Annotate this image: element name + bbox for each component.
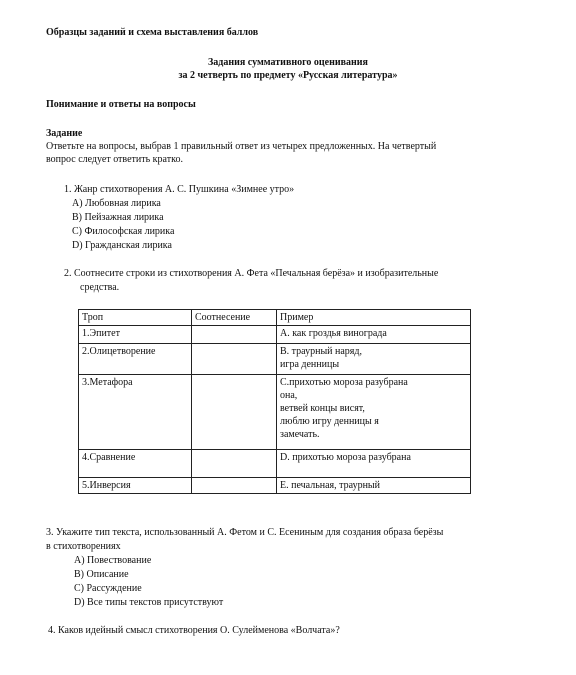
match-cell[interactable] [192,375,277,450]
match-cell[interactable] [192,326,277,344]
q3-option-a: A) Повествование [74,555,152,566]
question-1-text: 1. Жанр стихотворения А. С. Пушкина «Зимнее утро» [64,184,295,195]
example-cell: А. как гроздья винограда [277,326,471,344]
task-label: Задание [46,128,83,139]
q1-option-d: D) Гражданская лирика [72,240,172,251]
match-cell[interactable] [192,450,277,478]
trope-cell: 1.Эпитет [79,326,192,344]
q3-option-b: B) Описание [74,569,129,580]
example-cell: Е. печальная, траурный [277,478,471,494]
trope-cell: 4.Сравнение [79,450,192,478]
table-header-cell: Соотнесение [192,310,277,326]
table-header-cell: Пример [277,310,471,326]
question-4-text: 4. Каков идейный смысл стихотворения О. Сулейменова «Волчата»? [48,625,340,636]
instruction-line-1: Ответьте на вопросы, выбрав 1 правильный ответ из четырех предложенных. На четвертый [46,141,437,152]
table-row [79,450,471,478]
question-2-line-2: средства. [80,282,120,293]
example-cell: С.прихотью мороза разубрана она, ветвей концы висят, люблю игру денницы я замечать. [277,375,471,450]
assessment-title: Задания суммативного оценивания [208,57,368,68]
table-header-cell: Троп [79,310,192,326]
doc-title: Образцы заданий и схема выставления баллов [46,27,259,38]
table-header-row [79,310,471,326]
example-cell: D. прихотью мороза разубрана [277,450,471,478]
trope-cell: 5.Инверсия [79,478,192,494]
q1-option-a: A) Любовная лирика [72,198,161,209]
table-row [79,375,471,450]
q3-option-d: D) Все типы текстов присутствуют [74,597,224,608]
assessment-subject: за 2 четверть по предмету «Русская литература» [178,70,398,81]
match-cell[interactable] [192,478,277,494]
matching-table [78,309,471,494]
section-heading: Понимание и ответы на вопросы [46,99,196,110]
q1-option-b: B) Пейзажная лирика [72,212,164,223]
table-row [79,344,471,375]
instruction-line-2: вопрос следует ответить кратко. [46,154,183,165]
q1-option-c: C) Философская лирика [72,226,175,237]
match-cell[interactable] [192,344,277,375]
table-row [79,326,471,344]
q3-option-c: C) Рассуждение [74,583,142,594]
question-3-line-1: 3. Укажите тип текста, использованный А. Фетом и С. Есениным для создания образа берёзы [46,527,444,538]
trope-cell: 3.Метафора [79,375,192,450]
trope-cell: 2.Олицетворение [79,344,192,375]
question-2-line-1: 2. Соотнесите строки из стихотворения А. Фета «Печальная берёза» и изобразительные [64,268,439,279]
table-row [79,478,471,494]
example-cell: В. траурный наряд, игра денницы [277,344,471,375]
question-3-line-2: в стихотворениях [46,541,121,552]
